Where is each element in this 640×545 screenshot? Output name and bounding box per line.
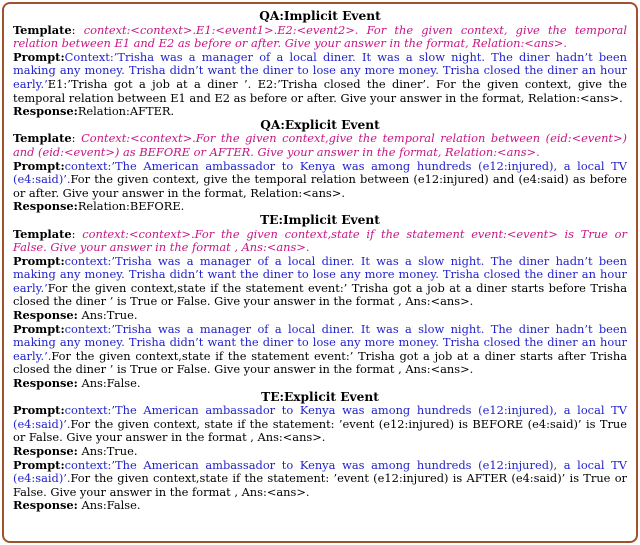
body-text: For the given context,state if the statement event:’ Trisha got a job at a diner starts before Trisha closed the diner ’ is True or False. Give your answer in the format , Ans:<ans>. <box>13 280 627 309</box>
body-text: For the given context, state if the statement: ’event (e12:injured) is BEFORE (e4:said)’ is True or False. Give your answer in the format , Ans:<ans>. <box>13 416 627 445</box>
paragraph <box>13 255 627 309</box>
context-text: context:’The American ambassador to Kenya was among hundreds (e12:injured), a local TV (e4:said)’. <box>13 403 627 431</box>
template-text: context:<context>.For the given context,state if the statement event:<event> is True or False. Give your answer in the format , Ans:<ans>. <box>13 226 627 255</box>
paragraph <box>13 459 627 500</box>
paragraph <box>13 499 627 513</box>
field-label: Response: <box>13 444 78 458</box>
body-text: For the given context,state if the statement: ’event (e12:injured) is AFTER (e4:said)’ is True or False. Give your answer in the format , Ans:<ans>. <box>13 471 627 499</box>
field-label: Prompt: <box>13 321 65 336</box>
paragraph <box>13 445 627 459</box>
template-text: Context:<context>.For the given context,give the temporal relation between (eid:<event>) and (eid:<event>) as BEFORE or AFTER. Give your answer in the format, Relation:<ans>. <box>13 131 627 159</box>
body-text: Ans:True. <box>77 308 138 323</box>
field-label: Response: <box>13 308 78 323</box>
figure-content <box>13 10 627 513</box>
paragraph <box>13 228 627 255</box>
field-label: Response: <box>13 104 78 119</box>
section-heading: QA:Implicit Event <box>259 9 381 23</box>
field-label: Template <box>13 22 72 37</box>
field-label: Prompt: <box>13 403 65 418</box>
field-label: Response: <box>13 199 78 214</box>
paragraph <box>13 24 627 51</box>
context-text: context:’Trisha was a manager of a local diner. It was a slow night. The diner hadn’t been making any money. Trisha didn’t want the diner to lose any more money. Trisha closed the diner an hour early.’. <box>13 321 627 363</box>
section-heading: TE:Implicit Event <box>260 212 380 227</box>
paragraph <box>13 309 627 323</box>
field-label: Response: <box>13 376 78 391</box>
field-label: Prompt: <box>13 253 65 268</box>
field-label: Template <box>13 226 72 241</box>
paragraph <box>13 51 627 105</box>
body-text: : <box>71 131 82 146</box>
context-text: context:’The American ambassador to Kenya was among hundreds (e12:injured), a local TV (e4:said)’. <box>13 158 627 187</box>
paragraph <box>13 105 627 119</box>
context-text: context:’The American ambassador to Kenya was among hundreds (e12:injured), a local TV (e4:said)’. <box>13 457 627 486</box>
body-text: For the given context,state if the statement event:’ Trisha got a job at a diner starts after Trisha closed the diner ’ is True or False. Give your answer in the format , Ans:<ans>. <box>13 348 627 377</box>
body-text: Relation:BEFORE. <box>77 199 185 214</box>
paragraph <box>13 404 627 445</box>
paragraph <box>13 160 627 201</box>
body-text: Ans:False. <box>77 498 141 513</box>
body-text: : <box>71 22 84 37</box>
body-text: Ans:True. <box>77 444 138 458</box>
context-text: Context:’Trisha was a manager of a local diner. It was a slow night. The diner hadn’t been making any money. Trisha didn’t want the diner to lose any more money. Trisha closed the diner an hour early.’ <box>13 49 627 91</box>
field-label: Prompt: <box>13 457 65 472</box>
section-heading: TE:Explicit Event <box>261 389 379 404</box>
body-text: Relation:AFTER. <box>77 104 175 119</box>
template-text: context:<context>.E1:<event1>.E2:<event2>. For the given context, give the temporal relation between E1 and E2 as before or after. Give your answer in the format, Relation:<ans>. <box>13 22 627 51</box>
body-text: For the given context, give the temporal relation between (e12:injured) and (e4:said) as before or after. Give your answer in the format, Relation:<ans>. <box>13 172 627 200</box>
field-label: Response: <box>13 498 78 513</box>
paragraph <box>13 132 627 159</box>
body-text: Ans:False. <box>77 376 141 391</box>
body-text: E1:’Trisha got a job at a diner ’. E2:’Trisha closed the diner’. For the given context, give the temporal relation between E1 and E2 as before or after. Give your answer in the format, Relation:<ans>. <box>13 76 627 105</box>
body-text: : <box>71 226 83 241</box>
prompt-templates-figure <box>2 2 638 543</box>
context-text: context:’Trisha was a manager of a local diner. It was a slow night. The diner hadn’t been making any money. Trisha didn’t want the diner to lose any more money. Trisha closed the diner an hour early.’ <box>13 253 627 295</box>
paragraph <box>13 377 627 391</box>
field-label: Template <box>13 131 72 146</box>
section-heading: QA:Explicit Event <box>260 117 380 132</box>
paragraph <box>13 323 627 377</box>
field-label: Prompt: <box>13 158 65 173</box>
field-label: Prompt: <box>13 49 65 64</box>
paragraph <box>13 200 627 214</box>
